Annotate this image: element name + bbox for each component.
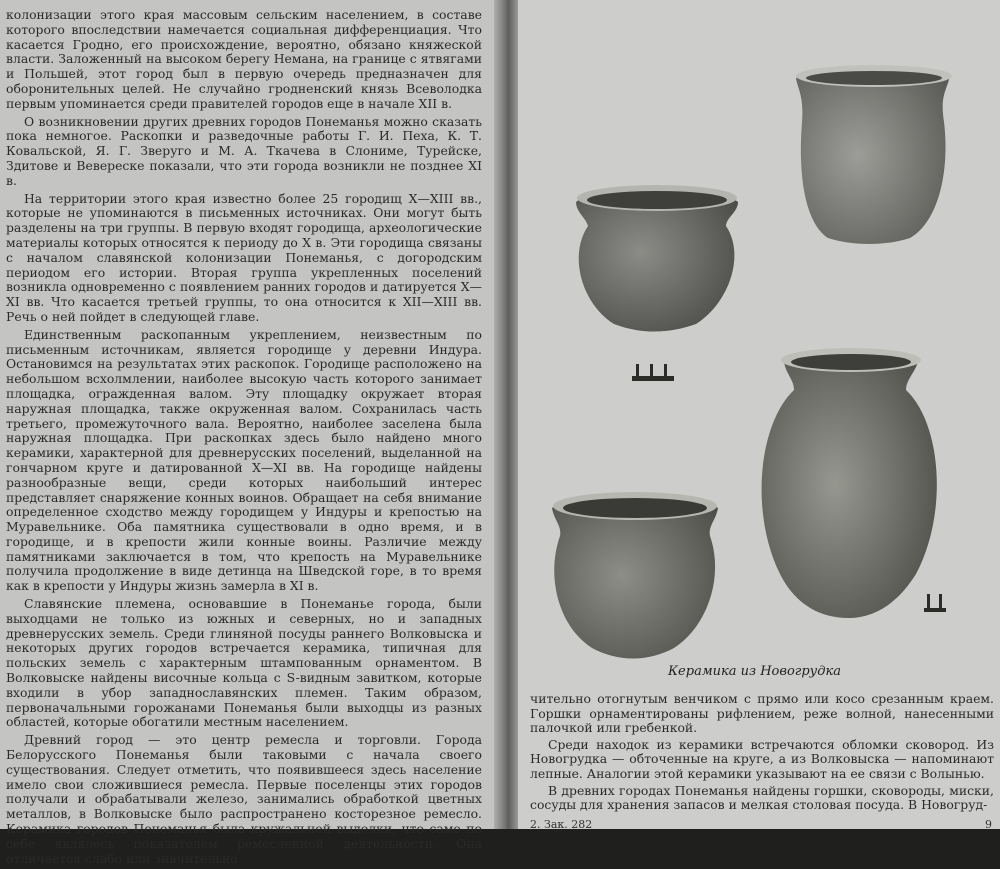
figure-caption: Керамика из Новогрудка bbox=[668, 664, 841, 679]
printer-signature: 2. Зак. 282 bbox=[530, 818, 593, 831]
pot-tall-top-right bbox=[790, 62, 954, 244]
pot-large-right bbox=[756, 344, 942, 620]
left-page-text bbox=[6, 8, 482, 869]
pot-wide-top-left bbox=[568, 176, 744, 332]
paragraph: О возникновении других древних городов Понеманья можно сказать пока немногое. Раскопки и разведочные работы Г. И. Пеха, К. Т. Ковальской, Я. Г. Зверуго и М. А. Ткачева в Слониме, Турейске, Здитове и Веверeске показали, что эти города возникли не позднее XI в. bbox=[6, 113, 482, 188]
scale-bar-icon bbox=[924, 592, 946, 616]
page-number: 9 bbox=[985, 818, 992, 831]
paragraph: Среди находок из керамики встречаются обломки сковород. Из Новогрудка — обточенные на круге, а из Волковыска — напоминают лепные. Аналогии этой керамики указывают на ее связи с Волынью. bbox=[530, 736, 994, 781]
paragraph: На территории этого края известно более 25 городищ X—XIII вв., которые не упоминаются в письменных источниках. Они могут быть разделены на три группы. В первую входят городища, археологические материалы которых относятся к периоду до X в. Эти городища связаны с началом славянской колонизации Понеманья, с догородским периодом его истории. Вторая группа укрепленных поселений возникла одновременно с появлением ранних городов и датируется X—XI вв. Что касается третьей группы, то она относится к XII—XIII вв. Речь о ней пойдет в следующей главе. bbox=[6, 190, 482, 324]
paragraph: колонизации этого края массовым сельским населением, в составе которого впоследствии намечается социальная дифференциация. Что касается Гродно, его происхождение, вероятно, обязано княжеской власти. Заложенный на высоком берегу Немана, на границе с ятвягами и Польшей, этот город был в первую очередь предназначен для оборонительных целей. Не случайно гродненский князь Всеволодка первым упоминается среди правителей городов еще в начале XII в. bbox=[6, 7, 482, 111]
paragraph: чительно отогнутым венчиком с прямо или косо срезанным краем. Горшки орнаментированы рифлением, реже волной, нанесенными палочкой или гребенкой. bbox=[530, 691, 994, 736]
right-page-text bbox=[530, 692, 994, 815]
pot-bowl-bottom-left bbox=[548, 486, 720, 660]
scale-bar-icon bbox=[632, 362, 674, 384]
left-page bbox=[0, 0, 494, 866]
book-gutter bbox=[494, 0, 518, 829]
paragraph: В древних городах Понеманья найдены горшки, сковороды, миски, сосуды для хранения запасов и мелкая столовая посуда. В Новогруд- bbox=[530, 782, 994, 813]
paragraph: Славянские племена, основавшие в Понеманье города, были выходцами не только из южных и северных, но и западных древнерусских земель. Среди глиняной посуды раннего Волковыска и некоторых других городов встречается керамика, типичная для польских земель с характерным штампованным орнаментом. В Волковыске найдены височные кольца с S-видным завитком, которые входили в убор западнославянских племен. Таким образом, первоначальными горожанами Понеманья были выходцы из разных областей, которые обогатили местным населением. bbox=[6, 596, 482, 730]
paragraph: Единственным раскопанным укреплением, неизвестным по письменным источникам, является городище у деревни Индура. Остановимся на результатах этих раскопок. Городище расположено на небольшом всхолмлении, наиболее высокую часть которого занимает площадка, огражденная валом. Эту площадку окружает вторая наружная площадка, также окруженная валом. Сохранилась часть третьего, промежуточного вала. Вероятно, наиболее заселена была наружная площадка. При раскопках здесь было найдено много керамики, характерной для древнерусских поселений, выделанной на гончарном круге и датированной X—XI вв. На городище найдены разнообразные вещи, среди которых наибольший интерес представляет снаряжение конных воинов. Обращает на себя внимание определенное сходство между городищем у Индуры и крепостью на Муравельнике. Оба памятника существовали в одно время, и в городище, и в крепости жили конные воины. Различие между памятниками заключается в том, что крепость на Муравельнике получила продолжение в виде детинца на Шведской горе, в то время как в крепости у Индуры жизнь замерла в XI в. bbox=[6, 326, 482, 594]
paragraph: Древний город — это центр ремесла и торговли. Города Белорусского Понеманья были таковыми с начала своего существования. Следует отметить, что появившееся здесь население имело свои сложившиеся ремесла. Первые поселенцы этих городов получали и обрабатывали железо, занимались обработкой цветных металлов, в Волковыске было распространено косторезное ремесло. Керамика городов Понеманья была кружальной выделки, что само по себе являлось показателем ремесленной деятельности. Она отличается слабо или значительно bbox=[6, 732, 482, 866]
right-page bbox=[518, 0, 1000, 829]
